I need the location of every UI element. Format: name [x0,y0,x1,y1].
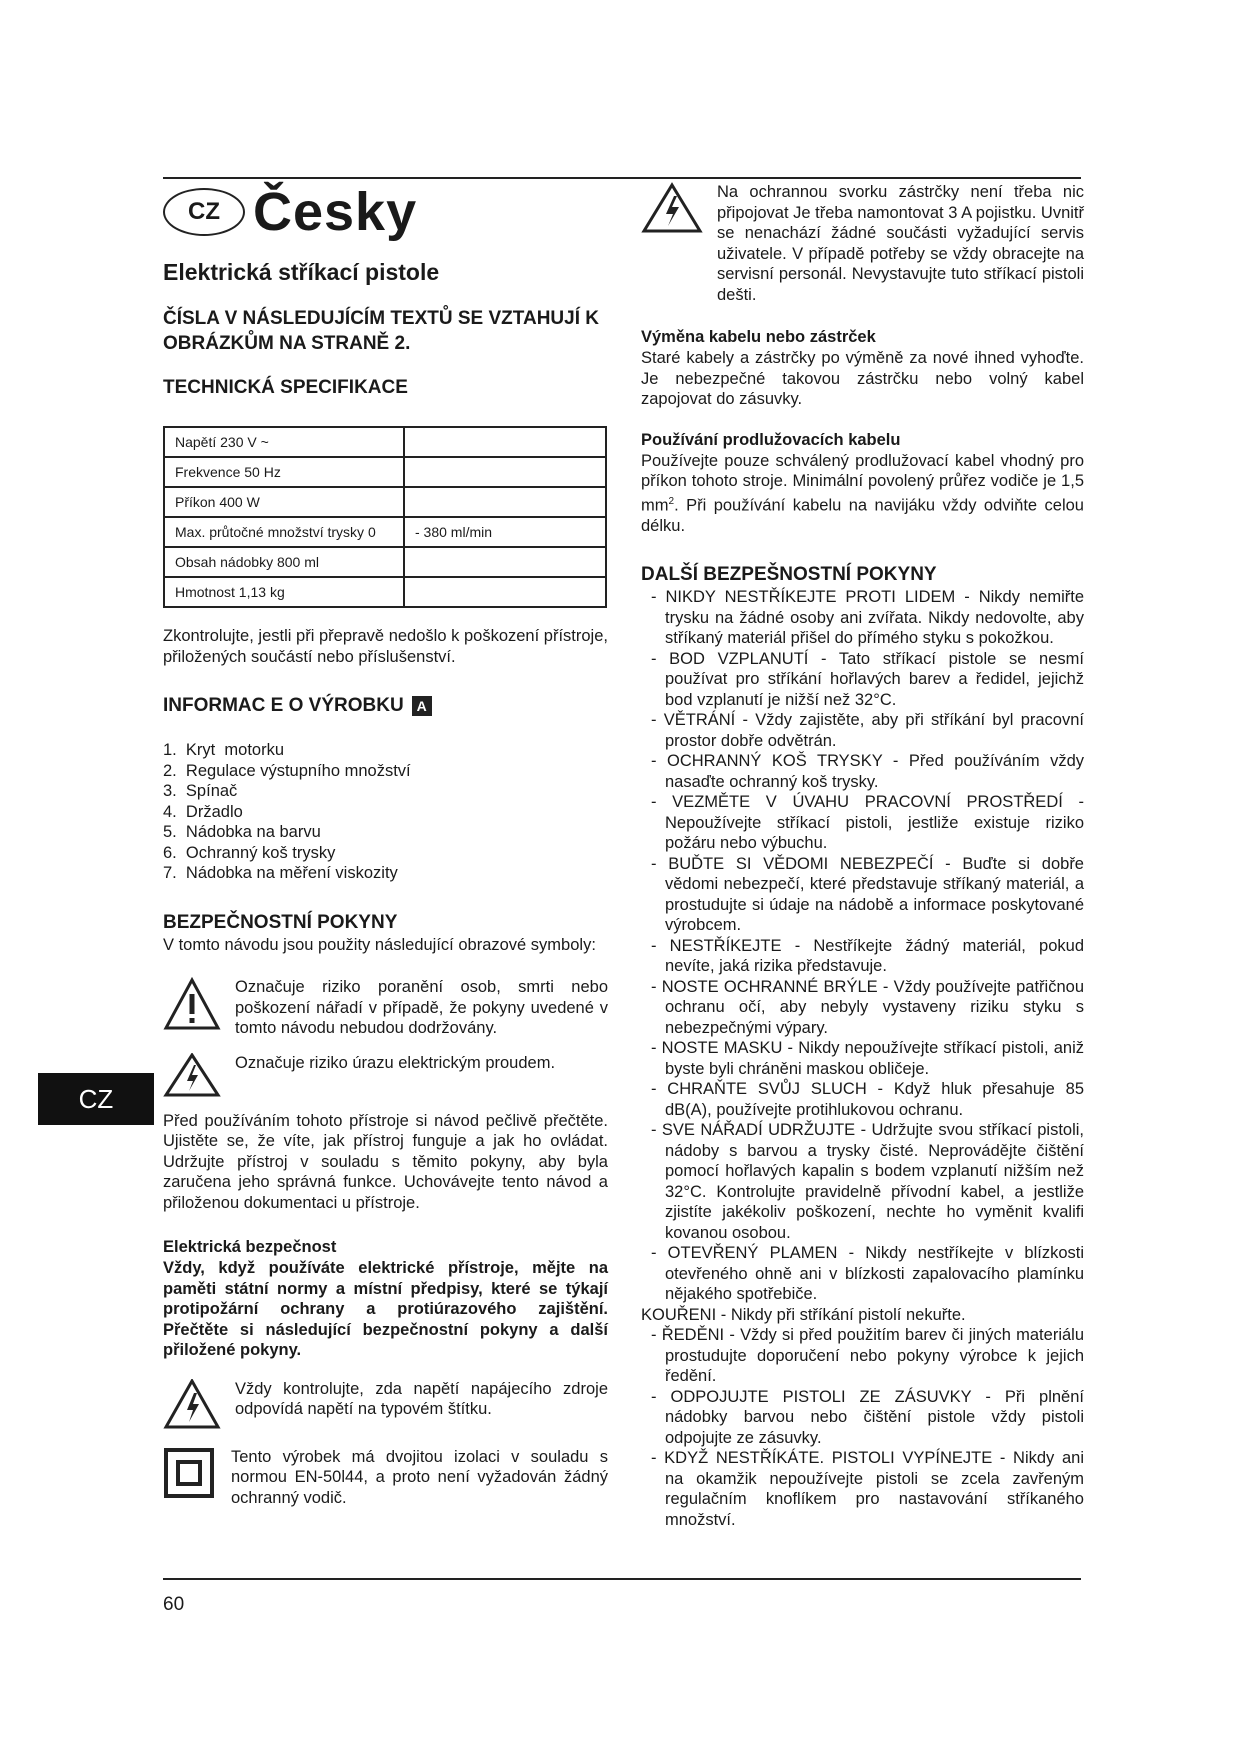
bottom-rule [163,1578,1081,1580]
reference-note: ČÍSLA V NÁSLEDUJÍCÍM TEXTŮ SE VZTAHUJÍ K OBRÁZKŮM NA STRANĚ 2. [163,308,599,354]
product-parts-list [163,740,608,884]
electric-hazard-icon [641,182,703,234]
symbol-electric-text: Označuje riziko úrazu elektrickým proudem. [235,1053,556,1072]
list-item: - OCHRANNÝ KOŠ TRYSKY - Před používáním vždy nasaďte ochranný koš trysky. [651,752,1084,791]
spec-table [163,426,607,608]
more-safety-heading: DALŠÍ BEZPEŠNOSTNÍ POKYNY [641,564,937,585]
right-column [641,182,1084,1530]
product-title: Elektrická stříkací pistole [163,259,440,285]
lang-code-badge: CZ [163,188,245,236]
list-item: - ŘEDĚNI - Vždy si před použitím barev či jiných materiálu prostudujte doporučení nebo pokyny výrobce k jejich ředění. [651,1326,1084,1385]
side-language-tab: CZ [38,1073,154,1125]
cable-heading: Výměna kabelu nebo zástrček [641,328,876,346]
list-item: 6. Ochranný koš trysky [163,843,336,862]
electric-hazard-icon [163,1379,221,1429]
product-info-heading [163,693,608,718]
page-number: 60 [163,1594,185,1615]
extension-text-b: . Při používání kabelu na navijáku vždy odviňte celou délku. [641,496,1084,535]
spec-label: Hmotnost 1,13 kg [164,577,404,607]
list-item: - BOD VZPLANUTÍ - Tato stříkací pistole se nesmí používat pro stříkání hořlavých barev a ředidel, jejichž bod vzplanutí je nižší než 32°C. [651,649,1084,709]
list-item: - NOSTE OCHRANNÉ BRÝLE - Vždy používejte patřičnou ochranu očí, aby nebyly vystaveny riziku styku s nebezpečnými výpary. [651,977,1084,1037]
spec-label: Max. průtočné množství trysky 0 [164,517,404,547]
list-item: - VĚTRÁNÍ - Vždy zajistěte, aby při stříkání byl pracovní prostor dobře odvětrán. [651,711,1084,750]
double-insulation-text: Tento výrobek má dvojitou izolaci v souladu s normou EN-50l44, a proto není vyžadován žádný ochranný vodič. [231,1447,608,1507]
safety-intro: V tomto návodu jsou použity následující obrazové symboly: [163,935,596,954]
symbol-injury-text: Označuje riziko poranění osob, smrti nebo poškození nářadí v případě, že pokyny uvedené v tomto návodu nebudou dodržovány. [235,978,608,1037]
extension-text-a: Používejte pouze schválený prodlužovací kabel vhodný pro příkon tohoto stroje. Minimální povolený průřez vodiče je 1,5 mm [641,451,1084,514]
list-item: 2. Regulace výstupního množství [163,761,411,780]
warning-triangle-icon [163,977,221,1031]
electrical-safety-text: Vždy, když používáte elektrické přístroje, mějte na paměti státní normy a místní předpisy, které se týkají protipožární ochrany a protiúrazového zajištění. Přečtěte si následující bezpečnostní pokyny a další přiložené pokyny. [163,1259,608,1359]
spec-row [164,457,606,487]
extension-sup: 2 [668,495,675,507]
spec-label: Frekvence 50 Hz [164,457,404,487]
language-header [163,184,608,240]
spec-label: Obsah nádobky 800 ml [164,547,404,577]
figure-a-badge: A [412,696,432,716]
spec-label: Příkon 400 W [164,487,404,517]
spec-row [164,577,606,607]
language-title: Česky [253,182,418,242]
spec-value [404,487,606,517]
spec-heading: TECHNICKÁ SPECIFIKACE [163,377,408,398]
spec-value [404,427,606,457]
spec-value: - 380 ml/min [404,517,606,547]
symbol-electric-row [163,1053,608,1097]
spec-row [164,427,606,457]
list-item: - NOSTE MASKU - Nikdy nepoužívejte stříkací pistoli, aniž byste byli chráněni maskou obličeje. [651,1039,1084,1078]
extension-text [641,451,1084,537]
spec-row [164,517,606,547]
safety-bullets [641,587,1084,1530]
plug-note-row [641,182,1084,305]
cable-text: Staré kabely a zástrčky po výměně za nové ihned vyhoďte. Je nebezpečné takovou zástrčku nebo volný kabel zapojovat do zásuvky. [641,349,1084,408]
double-insulation-icon [163,1447,217,1501]
list-item: - CHRAŇTE SVŮJ SLUCH - Když hluk přesahuje 85 dB(A), používejte protihlukovou ochranu. [651,1080,1084,1119]
transport-check-text: Zkontrolujte, jestli při přepravě nedošlo k poškození přístroje, přiložených součástí nebo příslušenství. [163,627,608,666]
voltage-check-text: Vždy kontrolujte, zda napětí napájecího zdroje odpovídá napětí na typovém štítku. [235,1379,608,1418]
electrical-safety-heading: Elektrická bezpečnost [163,1238,337,1256]
top-rule [163,177,1081,179]
list-item: 5. Nádobka na barvu [163,823,321,841]
double-insulation-row [163,1447,608,1509]
list-item: - KDYŽ NESTŘÍKÁTE. PISTOLI VYPÍNEJTE - Nikdy ani na okamžik nepoužívejte pistoli se zcela zavřeným regulačním knoflíkem pro nastavování stříkaného množství. [651,1449,1084,1529]
electric-hazard-icon [163,1053,221,1097]
left-column [163,182,608,1508]
spec-value [404,577,606,607]
list-item: 7. Nádobka na měření viskozity [163,864,398,882]
symbol-injury-row [163,977,608,1039]
voltage-check-row [163,1379,608,1429]
spec-row [164,487,606,517]
list-item: - SVE NÁŘADÍ UDRŽUJTE - Udržujte svou stříkací pistoli, nádoby s barvou a trysky čisté. Neprovádějte čištění pomocí hořlavých kapalin s bodem vzplanutí nižším než 32°C. Kontrolujte pravidelně přívodní kabel, a jestliže zjistíte jakékoliv poškození, nechte ho vyměnit kvalifi kovanou osobou. [651,1121,1084,1242]
read-manual-text: Před používáním tohoto přístroje si návod pečlivě přečtěte. Ujistěte se, že víte, jak přístroj funguje a jak ho ovládat. Udržujte přístroj v souladu s těmito pokyny, aby byla zaručena jeho správná funkce. Uchovávejte tento návod a přiloženou dokumentaci u přístroje. [163,1111,608,1212]
spec-row [164,547,606,577]
spec-label: Napětí 230 V ~ [164,427,404,457]
safety-heading: BEZPEČNOSTNÍ POKYNY [163,911,398,933]
list-item: - VEZMĚTE V ÚVAHU PRACOVNÍ PROSTŘEDÍ -Nepoužívejte stříkací pistoli, jestliže existuje riziko požáru nebo výbuchu. [651,793,1084,852]
product-info-heading-text: INFORMAC E O VÝROBKU [163,695,404,716]
plug-note-text: Na ochrannou svorku zástrčky není třeba nic připojovat Je třeba namontovat 3 A pojistku. Uvnitř se nenachází žádné součásti vyžadující servis uživatele. V případě potřeby se vždy obracejte na servisní personál. Nevystavujte tuto stříkací pistoli dešti. [717,183,1084,304]
list-item: - NIKDY NESTŘÍKEJTE PROTI LIDEM - Nikdy nemiřte trysku na žádné osoby ani zvířata. Nikdy nedovolte, aby stříkaný materiál přišel do přímého styku s pokožkou. [651,588,1084,647]
list-item: 3. Spínač [163,782,238,800]
list-item: - OTEVŘENÝ PLAMEN - Nikdy nestříkejte v blízkosti otevřeného ohně ani v blízkosti zapalovacího plamínku nějakého spotřebiče. [651,1244,1084,1303]
list-item: - NESTŘÍKEJTE - Nestříkejte žádný materiál, pokud nevíte, jaká rizika představuje. [651,936,1084,975]
list-item: - ODPOJUJTE PISTOLI ZE ZÁSUVKY - Při plnění nádobky barvou nebo čištění pistole vždy pistoli odpojujte ze zásuvky. [651,1387,1084,1447]
list-item: - BUĎTE SI VĚDOMI NEBEZPEČÍ - Buďte si dobře vědomi nebezpečí, které představuje stříkaný materiál, a prostudujte si údaje na nádobě a informace poskytované výrobcem. [651,854,1084,934]
list-item: 1. Kryt motorku [163,741,285,759]
extension-heading: Používání prodlužovacích kabelu [641,430,901,449]
spec-value [404,457,606,487]
list-item: KOUŘENI - Nikdy při stříkání pistolí nekuřte. [641,1305,966,1324]
spec-value [404,547,606,577]
list-item: 4. Držadlo [163,802,243,821]
